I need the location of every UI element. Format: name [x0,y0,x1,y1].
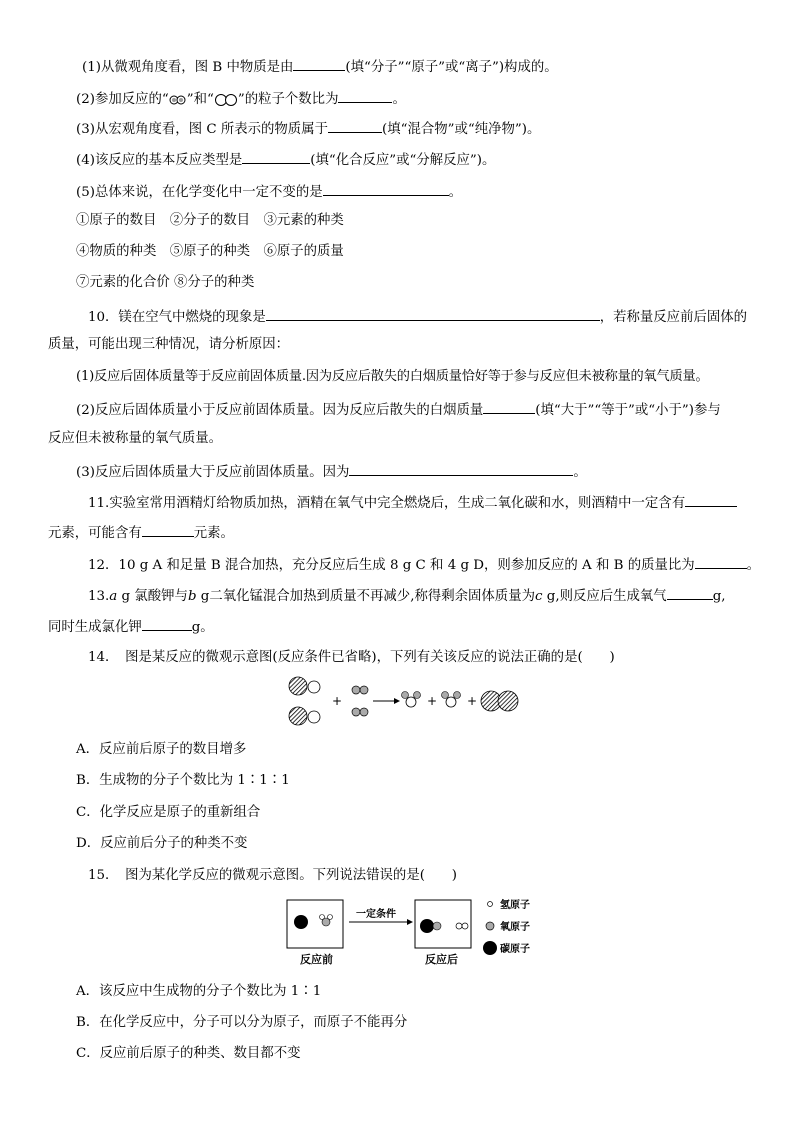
q9-options-row1: ①原子的数目 ②分子的数目 ③元素的种类 [76,213,344,228]
answer-blank[interactable] [328,118,382,133]
q9-part2-text: (2)参加反应的“ [76,92,169,107]
q13-unit2: g。 [191,620,214,635]
q15-option-a[interactable]: A．该反应中生成物的分子个数比为 1∶1 [76,984,322,999]
q10-stem: 10．镁在空气中燃烧的现象是 [88,310,266,325]
q13-line1 [88,585,726,606]
q11-end: 元素。 [193,526,234,541]
carbon-legend-icon [483,941,497,955]
q9-options-row3: ⑦元素的化合价 ⑧分子的种类 [76,275,255,290]
q14-reaction-diagram [284,676,544,728]
q9-options-row2: ④物质的种类 ⑤原子的种类 ⑥原子的质量 [76,244,344,259]
q15-reaction-diagram [286,894,546,970]
q13-unit: g, [712,589,726,604]
q9-part4-hint: (填“化合反应”或“分解反应”)。 [310,153,496,168]
q9-part1-text: (1)从微观角度看，图 B 中物质是由 [82,60,294,75]
answer-blank[interactable] [142,522,194,537]
answer-blank[interactable] [266,306,600,321]
q13-text-b: g 氯酸钾与 [117,589,188,604]
q10-case2-cont: 反应但未被称量的氧气质量。 [48,431,223,446]
carbon-atom [294,915,308,929]
q14-option-d[interactable]: D．反应前后分子的种类不变 [76,836,248,851]
q9-part5 [76,181,462,202]
grey-molecule-icon [169,95,187,105]
carbon-legend-label: 碳原子 [500,944,530,955]
q10-line1 [88,306,747,327]
q9-part2 [76,88,406,109]
q9-part4-text: (4)该反应的基本反应类型是 [76,153,243,168]
q13-text-f: 同时生成氯化钾 [48,620,142,635]
plus-sign: + [427,694,438,708]
plus-sign: + [332,694,343,708]
q14-option-b[interactable]: B．生成物的分子个数比为 1∶1∶1 [76,773,290,788]
answer-blank[interactable] [483,399,535,414]
after-label: 反应后 [425,953,458,966]
answer-blank[interactable] [242,149,310,164]
q10-case3-end: 。 [573,465,587,480]
product-hatched-molecule [481,691,518,711]
q9-part5-end: 。 [448,185,462,200]
answer-blank[interactable] [695,554,747,569]
q9-part3-text: (3)从宏观角度看，图 C 所表示的物质属于 [76,122,328,137]
q10-case2 [76,399,721,420]
answer-blank[interactable] [349,461,573,476]
q12 [88,554,760,575]
q12-end: 。 [746,558,761,573]
q10-case3 [76,461,587,482]
hydrogen-legend-icon [488,902,493,907]
answer-blank[interactable] [338,88,392,103]
q11-text: 元素，可能含有 [48,526,142,541]
q9-part2-and: ”和“ [186,92,214,107]
hydrogen-legend-label: 氢原子 [500,900,530,911]
q9-part2-ratio: ”的粒子个数比为 [237,92,339,107]
plus-sign: + [467,694,478,708]
condition-label: 一定条件 [356,909,396,920]
reactant-molecule-2 [289,707,320,725]
q10-case3-text: (3)反应后固体质量大于反应前固体质量。因为 [76,465,350,480]
oxygen-legend-label: 氧原子 [500,922,530,933]
answer-blank[interactable] [685,492,737,507]
q15-option-c[interactable]: C．反应前后原子的种类、数目都不变 [76,1046,301,1061]
answer-blank[interactable] [667,585,713,600]
q11-line2 [48,522,234,543]
q10-case1: (1)反应后固体质量等于反应前固体质量.因为反应后散失的白烟质量恰好等于参与反应但未被称量的氧气质量。 [76,369,709,384]
before-label: 反应前 [300,953,333,966]
reactant-molecule-1 [289,677,320,695]
q9-part1 [82,56,558,77]
q9-part2-end: 。 [392,92,406,107]
q9-part1-hint: (填“分子”“原子”或“离子”)构成的。 [345,60,558,75]
q11-stem: 11.实验室常用酒精灯给物质加热，酒精在氧气中完全燃烧后，生成二氧化碳和水，则酒精中一定含有 [88,496,686,511]
answer-blank[interactable] [293,56,345,71]
q14-stem: 14． 图是某反应的微观示意图(反应条件已省略)，下列有关该反应的说法正确的是( ) [88,650,615,665]
white-molecule-icon [214,94,238,106]
q14-option-a[interactable]: A．反应前后原子的数目增多 [76,742,247,757]
answer-blank[interactable] [323,181,449,196]
q13-text-c: g二氧化锰混合加热到质量不再减少,称得剩余固体质量为 [196,589,535,604]
product-molecule-2 [442,692,461,708]
q10-stem-cont: ，若称量反应前后固体的 [599,310,748,325]
reactant-grey-molecule-2 [352,708,368,716]
answer-blank[interactable] [142,616,192,631]
q15-option-b[interactable]: B．在化学反应中，分子可以分为原子，而原子不能再分 [76,1015,408,1030]
reaction-arrow [373,698,400,704]
q13-var-c: c [534,589,543,604]
q13-var-a: a [109,589,118,604]
q13-text-d: g,则反应后生成氧气 [542,589,667,604]
q10-case2-hint: (填“大于”“等于”或“小于”)参与 [535,403,721,418]
q13-var-b: b [187,589,197,604]
q13-line2 [48,616,214,637]
q11-line1 [88,492,737,513]
q13-number: 13. [88,589,110,604]
q9-part5-text: (5)总体来说，在化学变化中一定不变的是 [76,185,323,200]
q14-option-c[interactable]: C．化学反应是原子的重新组合 [76,805,261,820]
q9-part3 [76,118,540,139]
q9-part4 [76,149,495,170]
product-molecule-1 [402,692,421,708]
reactant-grey-molecule-1 [352,686,368,694]
q9-part3-hint: (填“混合物”或“纯净物”)。 [381,122,541,137]
q10-line2: 质量，可能出现三种情况，请分析原因： [48,337,290,352]
q12-stem: 12．10 g A 和足量 B 混合加热，充分反应后生成 8 g C 和 4 g D，则参加反应的 A 和 B 的质量比为 [88,558,695,573]
q15-stem: 15． 图为某化学反应的微观示意图。下列说法错误的是( ) [88,868,457,883]
oxygen-legend-icon [486,922,494,930]
q10-case2-text: (2)反应后固体质量小于反应前固体质量。因为反应后散失的白烟质量 [76,403,484,418]
